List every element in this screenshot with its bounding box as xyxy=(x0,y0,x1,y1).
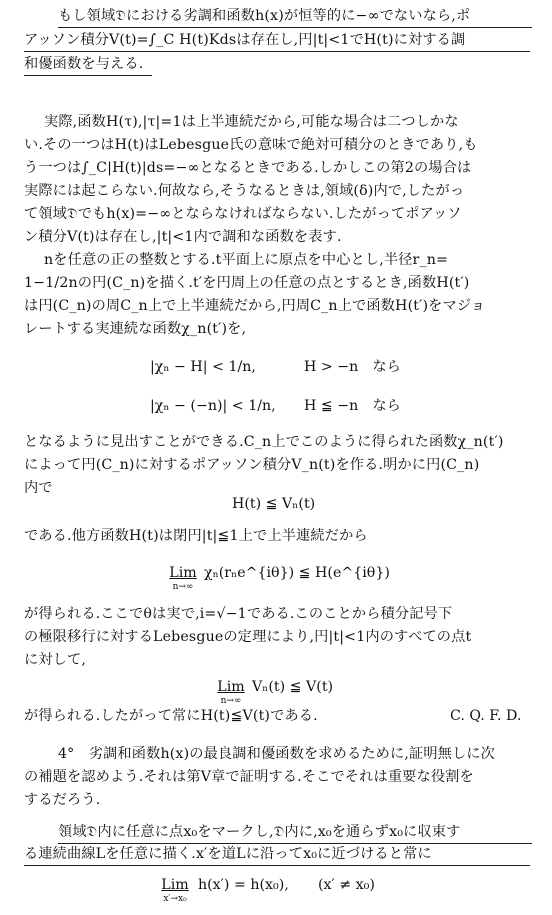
theorem-line-3: 和優函数を与える. xyxy=(24,54,152,76)
equation-condition: (x′ ≠ x₀) xyxy=(318,877,375,893)
proof-line-9: は円(C_n)の周C_n上で上半連続だから,円周C_n上で函数H(t′)をマジョ xyxy=(24,298,486,314)
limsup-label: Lim xyxy=(169,565,197,581)
equation-limsup-chi: χₙ(rₙe^{iθ}) ≦ H(e^{iθ}) xyxy=(204,565,390,581)
limsup-subscript: n→∞ xyxy=(172,582,194,592)
proof-line-10: レートする実連続な函数χ_n(t′)を, xyxy=(24,321,247,337)
section4-line-1: 4° 劣調和函数h(x)の最良調和優函数を求めるために,証明無しに次 xyxy=(58,746,496,762)
theorem-line-1: もし領域𝔇における劣調和函数h(x)が恒等的に−∞でないなら,ポ xyxy=(58,6,532,28)
condition-2-lhs: |χₙ − (−n)| < 1/n, xyxy=(150,398,276,414)
proof-line-5: て領域𝔇でもh(x)=−∞とならなければならない.したがってポアッソ xyxy=(24,206,462,222)
equation-limsup-vn: Vₙ(t) ≦ V(t) xyxy=(252,679,334,695)
lemma-line-1: 領域𝔇内に任意に点x₀をマークし,𝔇内に,x₀を通らずx₀に収束す xyxy=(58,822,532,844)
proof-line-14: である.他方函数H(t)は閉円|t|≦1上で上半連続だから xyxy=(24,528,368,544)
proof-line-11: となるように見出すことができる.C_n上でこのように得られた函数χ_n(t′) xyxy=(24,434,504,450)
proof-line-7: nを任意の正の整数とする.t平面上に原点を中心とし,半径r_n= xyxy=(44,252,449,268)
proof-line-4: 実際には起こらない.何故なら,そうなるときは,領域(δ)内で,したがっ xyxy=(24,183,465,199)
limsup-operator-1 xyxy=(166,566,200,594)
section4-line-2: の補題を認めよう.それは第V章で証明する.そこでそれは重要な役割を xyxy=(24,769,474,785)
proof-line-2: い.その一つはH(t)はLebesgue氏の意味で絶対可積分のときであり,も xyxy=(24,137,478,153)
proof-line-12: によって円(C_n)に対するポアッソン積分V_n(t)を作る.明かに円(C_n) xyxy=(24,457,480,473)
proof-line-6: ン積分V(t)は存在し,|t|<1内で調和な函数を表す. xyxy=(24,229,342,245)
proof-line-13: 内で xyxy=(24,480,53,496)
limsup-label: Lim xyxy=(217,679,245,695)
limsup-subscript: n→∞ xyxy=(220,696,242,706)
limsup-operator-3 xyxy=(156,878,194,906)
section4-line-3: するだろう. xyxy=(24,792,101,808)
lemma-line-2: る連続曲線Lを任意に描く.x′を道Lに沿ってx₀に近づけると常に xyxy=(24,844,530,866)
equation-h-le-vn: H(t) ≦ Vₙ(t) xyxy=(232,496,316,512)
condition-1-lhs: |χₙ − H| < 1/n, xyxy=(150,359,256,375)
condition-2-rhs: H ≦ −n なら xyxy=(304,398,401,414)
proof-line-16: の極限移行に対するLebesgueの定理により,円|t|<1内のすべての点t xyxy=(24,629,472,645)
proof-line-18: が得られる.したがって常にH(t)≦V(t)である. xyxy=(24,708,318,724)
proof-line-17: に対して, xyxy=(24,652,87,668)
theorem-line-2: アッソン積分V(t)=∫_C H(t)Kdsは存在し,円|t|<1でH(t)に対する調 xyxy=(24,30,530,52)
proof-line-8: 1−1/2nの円(C_n)を描く.t′を円周上の任意の点とするとき,函数H(t′) xyxy=(24,275,470,291)
qed-mark: C. Q. F. D. xyxy=(450,708,522,724)
limsup-subscript: x′→x₀ xyxy=(163,894,187,904)
limsup-label: Lim xyxy=(161,877,189,893)
proof-line-3: う一つは∫_C|H(t)|ds=−∞となるときである.しかしこの第2の場合は xyxy=(24,160,472,176)
condition-1-rhs: H > −n なら xyxy=(304,359,401,375)
limsup-operator-2 xyxy=(214,680,248,708)
equation-limsup-h: h(x′) = h(x₀), xyxy=(198,877,289,893)
proof-line-15: が得られる.ここでθは実で,i=√−1である.このことから積分記号下 xyxy=(24,606,453,622)
proof-line-1: 実際,函数H(τ),|τ|=1は上半連続だから,可能な場合は二つしかな xyxy=(44,114,459,130)
